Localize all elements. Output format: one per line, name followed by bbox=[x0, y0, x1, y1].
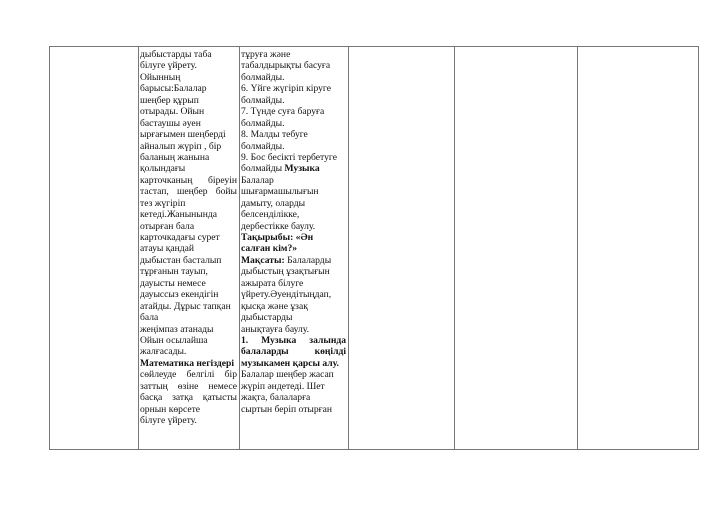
text-run: жүріп әндетеді. Шет bbox=[241, 380, 325, 392]
text-run: дамыту, оларды bbox=[241, 197, 306, 209]
text-line: жалғасады. bbox=[140, 346, 187, 358]
text-run: 6. Үйге жүгіріп кіруге bbox=[241, 83, 332, 95]
text-line: тұрғанын тауып, bbox=[140, 266, 208, 278]
text-line: заттың өзіне немесе bbox=[140, 380, 237, 392]
text-line bbox=[241, 232, 346, 243]
text-line: білуге үйрету. bbox=[140, 60, 197, 72]
text-line bbox=[241, 358, 346, 369]
text-run: жақта, балаларға bbox=[241, 392, 311, 404]
text-line: отырған бала bbox=[140, 220, 195, 232]
text-run: 8. Малды тебуге bbox=[241, 129, 308, 141]
text-line: Ойын осылайша bbox=[140, 334, 208, 346]
text-line bbox=[241, 266, 346, 277]
text-run: қысқа және ұзақ bbox=[241, 300, 308, 312]
text-line bbox=[241, 301, 346, 312]
text-run: дербестікке баулу. bbox=[241, 220, 316, 232]
bold-text-run: Музыка bbox=[284, 163, 320, 175]
text-line: барысы:Балалар bbox=[140, 83, 207, 95]
bold-text-run: Мақсаты: bbox=[241, 254, 288, 266]
text-line bbox=[241, 324, 346, 335]
bold-text-run: салған кім?» bbox=[241, 243, 298, 255]
text-line: жеңімпаз атанады bbox=[140, 323, 214, 335]
text-line: карточканың біреуін bbox=[140, 174, 237, 186]
column-divider bbox=[577, 47, 578, 449]
text-line: бала bbox=[140, 312, 159, 324]
text-run: табалдырықты басуға bbox=[241, 60, 331, 72]
text-line: дыбыстарды таба bbox=[140, 49, 212, 60]
column-divider bbox=[138, 47, 139, 449]
text-run: сыртын беріп отырған bbox=[241, 403, 332, 415]
column-divider bbox=[239, 47, 240, 449]
text-line bbox=[241, 186, 346, 197]
text-run: тұруға және bbox=[241, 49, 291, 60]
text-line bbox=[241, 221, 346, 232]
text-line: дауыссыз екендігін bbox=[140, 289, 219, 301]
text-line bbox=[241, 141, 346, 152]
text-line bbox=[241, 106, 346, 117]
text-run: болмайды. bbox=[241, 117, 285, 129]
bold-text-run: музыкамен қарсы алу. bbox=[241, 357, 339, 369]
text-line bbox=[241, 346, 346, 357]
text-run: 9. Бос бесікті тербетуге bbox=[241, 151, 337, 163]
text-line bbox=[241, 198, 346, 209]
text-run: ажырата білуге bbox=[241, 277, 304, 289]
text-line: қолындағы bbox=[140, 163, 186, 175]
text-line bbox=[241, 72, 346, 83]
text-line: тез жүгіріп bbox=[140, 197, 186, 209]
text-line: дыбыстан басталып bbox=[140, 254, 222, 266]
text-line: карточкадағы сурет bbox=[140, 232, 220, 243]
text-line bbox=[241, 243, 346, 254]
bold-text-run: Тақырыбы: «Ән bbox=[241, 232, 314, 243]
text-line bbox=[241, 381, 346, 392]
text-run: Балалар шеңбер жасап bbox=[241, 369, 334, 381]
text-run: Балалар bbox=[241, 174, 274, 186]
text-line: айналып жүріп , бір bbox=[140, 140, 222, 152]
text-line bbox=[241, 118, 346, 129]
text-line bbox=[241, 392, 346, 403]
text-run: үйрету.Әуендітыңдап, bbox=[241, 289, 332, 301]
text-line: тастап, шеңбер бойы bbox=[140, 186, 237, 198]
activity-description-cell bbox=[140, 49, 237, 426]
text-line: атауы қандай bbox=[140, 243, 195, 255]
bold-text-run: 1. Музыка залында bbox=[241, 334, 346, 346]
text-line: дауысты немесе bbox=[140, 277, 206, 289]
text-line bbox=[241, 83, 346, 94]
text-line: кетеді.Жанынында bbox=[140, 209, 217, 221]
text-line: атайды. Дұрыс тапқан bbox=[140, 300, 231, 312]
text-line: Математика негіздері bbox=[140, 357, 235, 369]
text-line bbox=[241, 335, 346, 346]
text-run: анықтауға баулу. bbox=[241, 323, 310, 335]
text-line: ырғағымен шеңберді bbox=[140, 129, 226, 141]
schedule-table bbox=[49, 46, 699, 450]
bold-text-run: балаларды көңілді bbox=[241, 346, 346, 358]
text-line: баланың жанына bbox=[140, 151, 210, 163]
text-line: бастаушы әуен bbox=[140, 117, 201, 129]
text-line bbox=[241, 49, 346, 60]
text-run: 7. Түнде суға баруға bbox=[241, 106, 325, 118]
text-run: Балаларды bbox=[287, 254, 332, 266]
text-line: Ойынның bbox=[140, 71, 181, 83]
text-line bbox=[241, 278, 346, 289]
text-line bbox=[241, 312, 346, 323]
text-line bbox=[241, 95, 346, 106]
text-line: сөйлеуде белгілі бір bbox=[140, 369, 237, 381]
text-line: білуге үйрету. bbox=[140, 415, 197, 426]
text-line bbox=[241, 369, 346, 380]
text-run: шығармашылығын bbox=[241, 186, 319, 198]
text-run: белсенділікке, bbox=[241, 209, 300, 221]
text-line bbox=[241, 60, 346, 71]
text-line bbox=[241, 404, 346, 415]
text-run: болмайды bbox=[241, 163, 285, 175]
text-run: болмайды. bbox=[241, 71, 285, 83]
column-divider bbox=[348, 47, 349, 449]
text-line: басқа затқа қатысты bbox=[140, 392, 237, 404]
text-line: отырады. Ойын bbox=[140, 106, 205, 118]
text-run: дыбыстарды bbox=[241, 312, 293, 324]
text-line bbox=[241, 209, 346, 220]
text-line bbox=[241, 129, 346, 140]
rules-and-music-cell bbox=[241, 49, 346, 415]
text-line bbox=[241, 255, 346, 266]
text-run: болмайды. bbox=[241, 94, 285, 106]
text-line: шеңбер құрып bbox=[140, 94, 199, 106]
text-line bbox=[241, 175, 346, 186]
text-run: дыбыстың ұзақтығын bbox=[241, 266, 330, 278]
text-line bbox=[241, 163, 346, 174]
text-line bbox=[241, 152, 346, 163]
text-run: болмайды. bbox=[241, 140, 285, 152]
text-line: орнын көрсете bbox=[140, 403, 201, 415]
text-line bbox=[241, 289, 346, 300]
column-divider bbox=[454, 47, 455, 449]
